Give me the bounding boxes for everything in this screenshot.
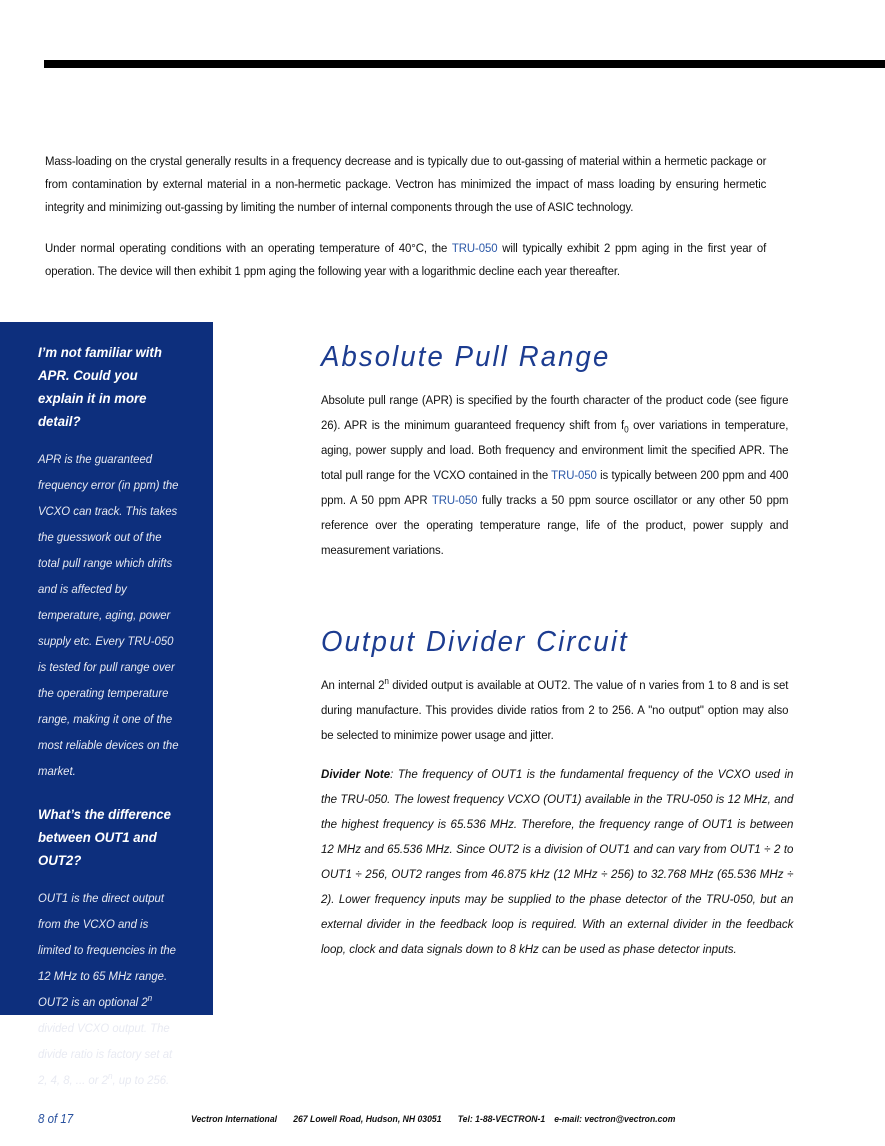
intro-paragraph-2-tail: will typically exhibit 2 ppm aging in the first year of operation. The device will then exhibit 1 ppm aging the following year with a logarithmic decline each year thereafter. (45, 241, 767, 278)
section-title: Output Divider Circuit (321, 626, 629, 658)
footer-contact-info (191, 1114, 675, 1125)
footer-company: Vectron International (191, 1114, 278, 1125)
section-body (321, 673, 788, 748)
faq-answer-superscript: n (147, 992, 153, 1003)
faq-answer-part-2: divided VCXO output. The divide ratio is factory set at 2, 4, 8, ... or 2 (38, 1021, 173, 1087)
section-absolute-pull-range (321, 340, 829, 563)
intro-paragraph-1 (45, 150, 766, 219)
section-output-divider-circuit (321, 625, 829, 962)
body-part-2: divided output is available at OUT2. The value of n varies from 1 to 8 and is set during manufacture. This provides divide ratios from 2 to 256. A "no output" option may also be selected to minimize power usage and jitter. (321, 678, 789, 742)
intro-paragraph-2 (45, 237, 766, 283)
body-part-4: fully tracks a 50 ppm source oscillator or any other 50 ppm reference over the operating temperature range, life of the product, power supply and measurement variations. (321, 493, 789, 557)
faq-answer-part-3: , up to 256. (112, 1073, 170, 1087)
intro-section (45, 150, 829, 283)
section-body (321, 388, 788, 563)
product-link-tru050[interactable]: TRU-050 (451, 241, 498, 255)
faq-question: What’s the difference between OUT1 and OUT2? (38, 807, 171, 869)
header-rule (44, 60, 885, 68)
product-link-tru050[interactable]: TRU-050 (431, 493, 478, 507)
faq-answer-part-1: OUT1 is the direct output from the VCXO and is limited to frequencies in the 12 MHz to 65 MHz range. OUT2 is an optional 2 (38, 891, 176, 1009)
faq-question: I’m not familiar with APR. Could you explain it in more detail? (38, 345, 162, 430)
faq-item (38, 342, 191, 784)
faq-item (38, 804, 191, 1093)
intro-paragraph-2-lead: Under normal operating conditions with an operating temperature of 40°C, the (45, 241, 452, 255)
main-content (321, 340, 829, 976)
faq-sidebar (0, 322, 213, 1087)
faq-answer (38, 885, 180, 1093)
body-part-3: is typically between 200 ppm and 400 ppm. A 50 ppm APR (321, 468, 789, 507)
intro-paragraph-1-text: Mass-loading on the crystal generally results in a frequency decrease and is typically due to out-gassing of material within a hermetic package or from contamination by external material in a non-hermetic package. Vectron has minimized the impact of mass loading by ensuring hermetic integrity and minimizing out-gassing by limiting the number of internal components through the use of ASIC technology. (45, 154, 767, 214)
body-superscript: n (384, 675, 389, 686)
body-subscript: 0 (624, 424, 629, 435)
faq-answer-superscript: n (107, 1070, 113, 1081)
divider-note-label: Divider Note (321, 767, 391, 781)
body-part-2: over variations in temperature, aging, power supply and load. Both frequency and environment limit the specified APR. The total pull range for the VCXO contained in the (321, 418, 789, 482)
section-title: Absolute Pull Range (321, 341, 611, 373)
page-footer (0, 1112, 885, 1136)
divider-note-body: : The frequency of OUT1 is the fundamental frequency of the VCXO used in the TRU-050. The lowest frequency VCXO (OUT1) available in the TRU-050 is 12 MHz, and the highest frequency is 65.536 MHz. Therefore, the frequency range of OUT1 is between 12 MHz and 65.536 MHz. Since OUT2 is a division of OUT1 and can vary from OUT1 ÷ 2 to OUT1 ÷ 256, OUT2 ranges from 46.875 kHz (12 MHz ÷ 256) to 32.768 MHz (65.536 MHz ÷ 2). Lower frequency inputs may be supplied to the phase detector of the TRU-050, but an external divider in the feedback loop is required. With an external divider in the feedback loop, clock and data signals down to 8 kHz can be used as phase detector inputs. (321, 767, 794, 956)
faq-answer: APR is the guaranteed frequency error (in ppm) the VCXO can track. This takes the guesswork out of the total pull range which drifts and is affected by temperature, aging, power supply etc. Every TRU-050 is tested for pull range over the operating temperature range, making it one of the most reliable devices on the market. (38, 452, 179, 778)
footer-email[interactable]: e-mail: vectron@vectron.com (554, 1114, 676, 1125)
footer-telephone: Tel: 1-88-VECTRON-1 (457, 1114, 546, 1125)
page-number: 8 of 17 (38, 1112, 74, 1126)
body-part-1: An internal 2 (321, 678, 385, 692)
body-part-1: Absolute pull range (APR) is specified by the fourth character of the product code (see figure 26). APR is the minimum guaranteed frequency shift from f (321, 393, 789, 432)
product-link-tru050[interactable]: TRU-050 (551, 468, 597, 482)
footer-address: 267 Lowell Road, Hudson, NH 03051 (293, 1114, 442, 1125)
divider-note (321, 762, 793, 962)
section-spacer (321, 577, 829, 625)
